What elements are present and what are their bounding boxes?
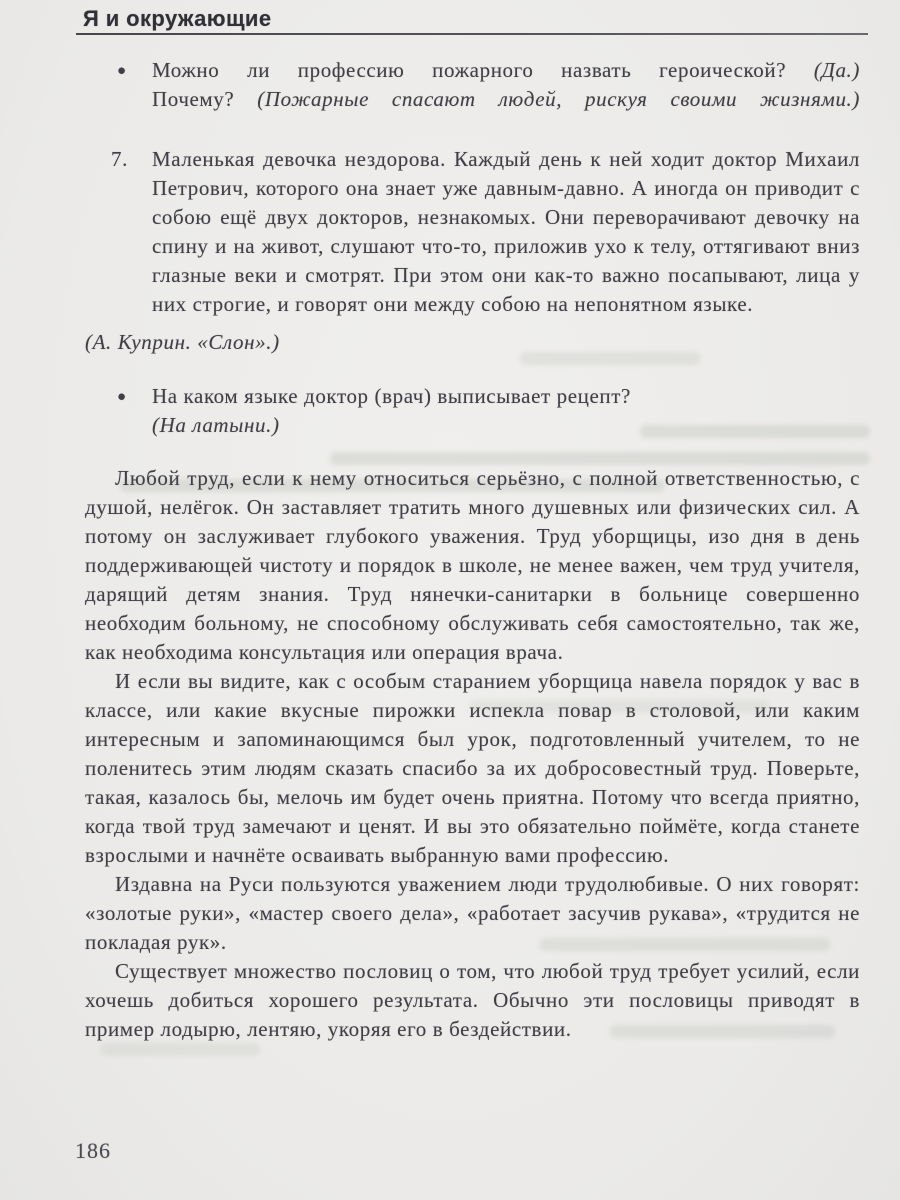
body-paragraph: [85, 957, 860, 1044]
bullet-dot-icon: ●: [117, 63, 127, 79]
content-blocks: [85, 56, 860, 1044]
block-text: На каком языке доктор (врач) выписывает рецепт? (На латыни.): [152, 384, 631, 437]
body-paragraph: [85, 667, 860, 870]
block-text: Маленькая девочка нездорова. Каждый день к ней ходит доктор Михаил Петрович, которого она знает уже давным-давно. А иногда он приводит с собою ещё двух докторов, незнакомых. Они переворачивают девочку на спину и на живот, слушают что-то, приложив ухо к телу, оттягивают вниз глазные веки и смотрят. При этом они как-то важно посапывают, лица у них строгие, и говорят они между собою на непонятном языке.: [152, 147, 860, 316]
page-number: 186: [75, 1138, 111, 1163]
block-text: Любой труд, если к нему относиться серьёзно, с полной ответственностью, с душой, нелёгок. Он заставляет тратить много душевных или физических сил. А потому он заслуживает глубокого уважения. Труд уборщицы, изо дня в день поддерживающей чистоту и порядок в школе, не менее важен, чем труд учителя, дарящий детям знания. Труд нянечки-санитарки в больнице совершенно необходим больному, не способному обслуживать себя самостоятельно, так же, как необходима консультация или операция врача.: [85, 466, 860, 664]
block-text: И если вы видите, как с особым старанием уборщица навела порядок у вас в классе, или какие вкусные пирожки испекла повар в столовой, или каким интересным и запоминающимся был урок, подготовленный учителем, то не поленитесь этим людям сказать спасибо за их добросовестный труд. Поверьте, такая, казалось бы, мелочь им будет очень приятна. Потому что всегда приятно, когда твой труд замечают и ценят. И вы это обязательно поймёте, когда станете взрослыми и начнёте осваивать выбранную вами профессию.: [85, 669, 860, 867]
numbered-passage: [85, 145, 860, 319]
block-text: (А. Куприн. «Слон».): [85, 330, 280, 354]
block-text: Издавна на Руси пользуются уважением люди трудолюбивые. О них говорят: «золотые руки», «мастер своего дела», «работает засучив рукава», «трудится не покладая рук».: [85, 872, 860, 954]
chapter-header: Я и окружающие: [83, 6, 272, 31]
body-paragraph: [85, 870, 860, 957]
bullet-dot-icon: ●: [117, 389, 127, 405]
attribution-line: [85, 328, 860, 357]
bleed-through-streak: [100, 1043, 260, 1056]
block-text: Можно ли профессию пожарного назвать героической? (Да.) Почему? (Пожарные спасают людей, рискуя своими жизнями.): [152, 58, 860, 111]
header-rule: [76, 33, 868, 35]
block-text: Существует множество пословиц о том, что любой труд требует усилий, если хочешь добиться хорошего результата. Обычно эти пословицы приводят в пример лодырю, лентяю, укоряя его в бездействии.: [85, 959, 860, 1041]
body-paragraph: [85, 464, 860, 667]
item-number: 7.: [111, 147, 128, 171]
bullet-question: [85, 382, 860, 440]
bullet-question: [85, 56, 860, 114]
